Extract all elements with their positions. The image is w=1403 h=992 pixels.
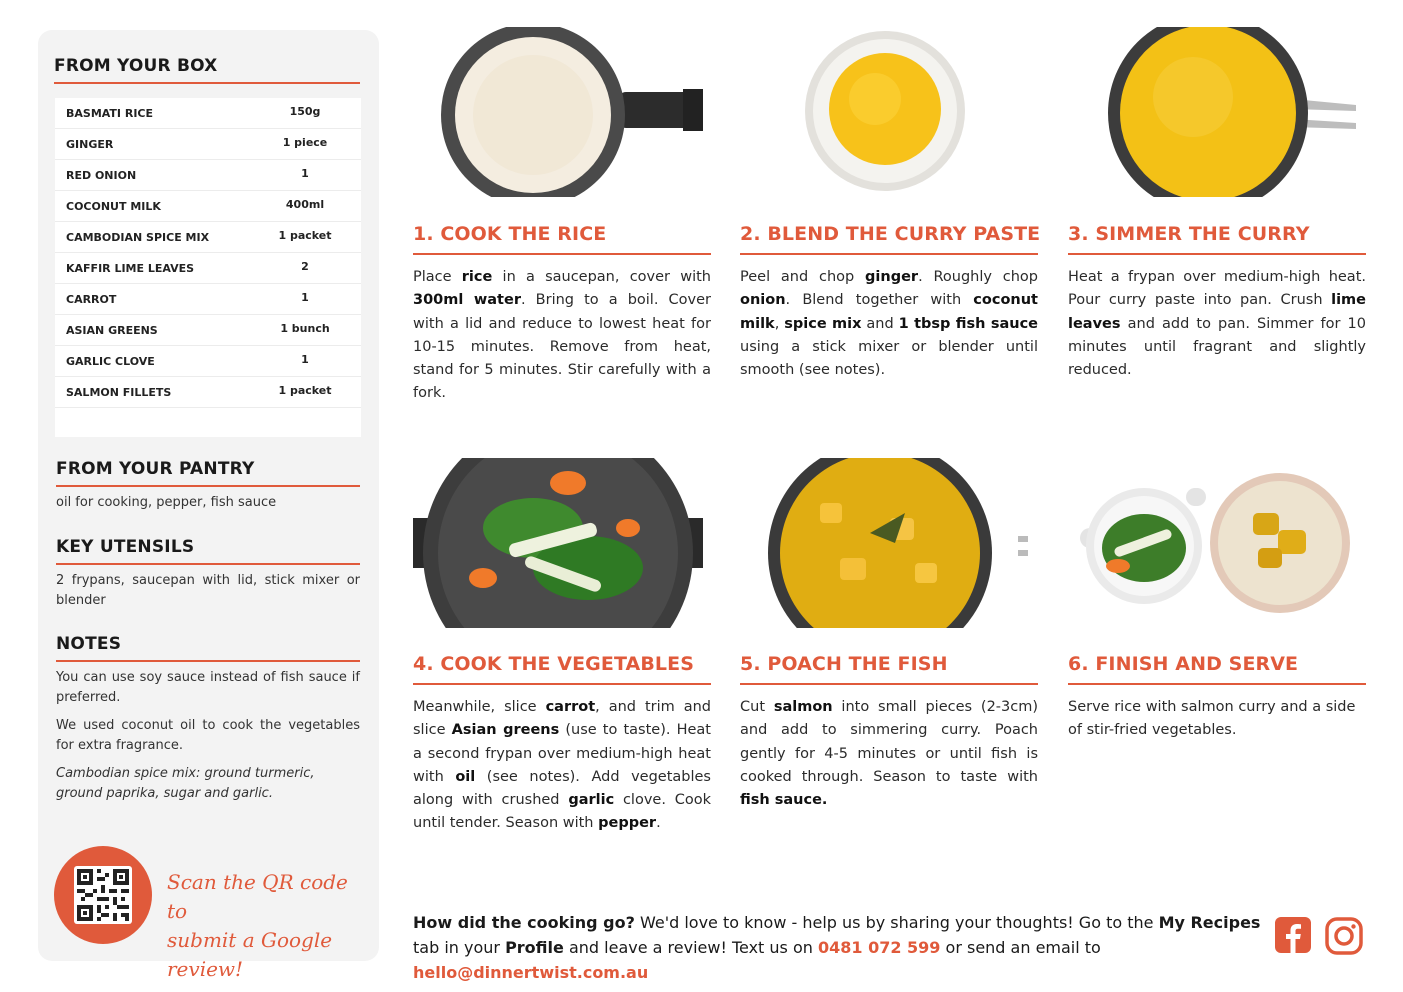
text: using a stick mixer or blender until smooth (see notes). <box>740 338 1038 379</box>
note-item: We used coconut oil to cook the vegetables for extra fragrance. <box>56 718 360 753</box>
step-5-photo <box>740 458 1038 628</box>
step-title: 2. BLEND THE CURRY PASTE <box>740 223 1041 245</box>
bold-ingredient: garlic <box>568 792 615 809</box>
text: , and trim and slice <box>413 699 712 739</box>
step-title: 6. FINISH AND SERVE <box>1068 653 1299 675</box>
ingredient-qty: 1 packet <box>278 384 332 397</box>
text: Heat a frypan over medium-high heat. Pour curry paste into pan. Crush <box>1068 269 1366 309</box>
bold-ingredient: onion <box>740 292 786 309</box>
step-2-photo <box>740 27 1038 197</box>
text: and leave a review! Text us on <box>563 938 818 957</box>
step-rule <box>1068 253 1366 255</box>
step-rule <box>413 253 711 255</box>
ingredient-qty: 1 piece <box>282 136 328 149</box>
bold-ingredient: 300ml water <box>413 292 521 309</box>
text: (see notes). Add vegetables along with crushed <box>413 768 711 809</box>
pantry-text: oil for cooking, pepper, fish sauce <box>56 495 277 510</box>
text: Serve rice with salmon curry and a side of stir-fried vegetables. <box>1068 699 1356 739</box>
ingredient-row <box>55 160 361 191</box>
step-text <box>740 696 1038 812</box>
text: Place <box>413 269 462 285</box>
bold-ingredient: 1 tbsp fish sauce <box>898 315 1039 332</box>
heading-rule <box>56 485 360 487</box>
ingredient-name: ASIAN GREENS <box>66 323 158 337</box>
step-title: 3. SIMMER THE CURRY <box>1068 223 1310 245</box>
footer-message <box>413 910 1263 985</box>
text: Cut <box>740 699 774 715</box>
ingredient-row <box>55 129 361 160</box>
text: We'd love to know - help us by sharing your thoughts! Go to the <box>634 913 1159 932</box>
ingredient-qty: 1 <box>301 291 309 304</box>
qr-code-icon[interactable] <box>74 866 132 924</box>
from-your-box-heading: FROM YOUR BOX <box>54 56 218 76</box>
step-title: 5. POACH THE FISH <box>740 653 948 675</box>
qr-badge[interactable] <box>54 846 152 944</box>
phone-link[interactable]: 0481 072 599 <box>817 938 941 957</box>
step-text <box>1068 696 1366 743</box>
ingredient-name: KAFFIR LIME LEAVES <box>66 261 195 275</box>
heading-rule <box>56 660 360 662</box>
text: tab in your <box>413 938 506 957</box>
text: , <box>774 315 785 332</box>
ingredient-name: CAMBODIAN SPICE MIX <box>66 230 210 244</box>
ingredient-row <box>55 253 361 284</box>
text: . Blend together with <box>785 292 974 309</box>
step-rule <box>740 683 1038 685</box>
step-3-photo <box>1068 27 1366 197</box>
bold-ingredient: ginger <box>865 269 919 285</box>
text: Peel and chop <box>740 269 866 285</box>
ingredient-row <box>55 222 361 253</box>
step-title: 1. COOK THE RICE <box>413 223 607 245</box>
step-rule <box>1068 683 1366 685</box>
bold-ingredient: lime leaves <box>1068 292 1366 332</box>
profile-link[interactable]: Profile <box>505 938 564 957</box>
instagram-icon[interactable] <box>1325 917 1363 955</box>
note-item: You can use soy sauce instead of fish sauce if preferred. <box>56 670 360 705</box>
step-rule <box>740 253 1038 255</box>
bold-ingredient: oil <box>455 768 476 785</box>
bold-ingredient: carrot <box>545 699 596 715</box>
facebook-icon[interactable] <box>1275 917 1313 955</box>
ingredient-row <box>55 284 361 315</box>
qr-caption <box>167 868 367 984</box>
bold-ingredient: salmon <box>773 699 833 715</box>
ingredient-row <box>55 98 361 129</box>
email-link[interactable]: hello@dinnertwist.com.au <box>413 963 649 982</box>
text: (use to taste). Heat a second frypan over medium-high heat with <box>413 722 711 785</box>
text: and add to pan. Simmer for 10 minutes until fragrant and slightly reduced. <box>1068 315 1366 379</box>
ingredient-qty: 150g <box>289 105 321 118</box>
step-4-photo <box>413 458 711 628</box>
ingredient-row <box>55 315 361 346</box>
text: in a saucepan, cover with <box>492 269 711 285</box>
bold-ingredient: pepper <box>598 815 657 832</box>
ingredient-name: CARROT <box>66 292 117 306</box>
bold-ingredient: fish sauce. <box>740 792 828 809</box>
key-utensils-heading: KEY UTENSILS <box>56 537 195 557</box>
bold-ingredient: spice mix <box>784 315 862 332</box>
my-recipes-link[interactable]: My Recipes <box>1158 913 1261 932</box>
bold-ingredient: rice <box>461 269 493 285</box>
text: . <box>656 815 661 832</box>
ingredient-qty: 1 packet <box>278 229 332 242</box>
step-text <box>413 696 711 836</box>
ingredient-name: RED ONION <box>66 168 137 182</box>
bold-ingredient: Asian greens <box>451 722 560 739</box>
notes-heading: NOTES <box>56 634 122 654</box>
bold-ingredient: coconut milk <box>740 292 1038 332</box>
step-rule <box>413 683 711 685</box>
ingredients-table <box>55 98 361 437</box>
text: or send an email to <box>940 938 1101 957</box>
ingredient-qty: 1 <box>301 353 309 366</box>
text: and <box>861 315 899 332</box>
note-item: Cambodian spice mix: ground turmeric, ground paprika, sugar and garlic. <box>56 766 315 801</box>
heading-rule <box>56 563 360 565</box>
step-text <box>413 266 711 406</box>
text: . Roughly chop <box>918 269 1038 285</box>
step-6-photo <box>1068 458 1366 628</box>
ingredient-qty: 1 bunch <box>280 322 330 335</box>
ingredient-name: BASMATI RICE <box>66 106 154 120</box>
text: clove. Cook until tender. Season with <box>413 792 711 832</box>
step-text <box>1068 266 1366 382</box>
step-text <box>740 266 1038 382</box>
ingredient-qty: 1 <box>301 167 309 180</box>
step-title: 4. COOK THE VEGETABLES <box>413 653 694 675</box>
ingredient-name: COCONUT MILK <box>66 199 161 213</box>
utensils-text: 2 frypans, saucepan with lid, stick mixer or blender <box>56 573 360 608</box>
qr-caption-line: Scan the QR code to <box>167 870 348 923</box>
sidebar <box>38 30 379 981</box>
step-1-photo <box>413 27 711 197</box>
text: into small pieces (2-3cm) and add to simmering curry. Poach gently for 4-5 minutes or until fish is cooked through. Season to taste with <box>740 699 1039 785</box>
ingredient-row <box>55 346 361 377</box>
ingredient-row <box>55 191 361 222</box>
text: . Bring to a boil. Cover with a lid and reduce to lowest heat for 10-15 minutes. Remove from heat, stand for 5 minutes. Stir carefully with a fork. <box>413 292 711 402</box>
ingredient-name: SALMON FILLETS <box>66 385 172 399</box>
ingredient-name: GARLIC CLOVE <box>66 354 155 368</box>
qr-caption-line: submit a Google review! <box>167 928 333 981</box>
ingredient-row <box>55 377 361 408</box>
footer-question: How did the cooking go? <box>413 913 635 932</box>
ingredient-name: GINGER <box>66 137 114 151</box>
text: Meanwhile, slice <box>413 699 546 715</box>
ingredient-qty: 2 <box>301 260 309 273</box>
ingredient-qty: 400ml <box>285 198 325 211</box>
from-your-pantry-heading: FROM YOUR PANTRY <box>56 459 255 479</box>
heading-rule <box>54 82 360 84</box>
